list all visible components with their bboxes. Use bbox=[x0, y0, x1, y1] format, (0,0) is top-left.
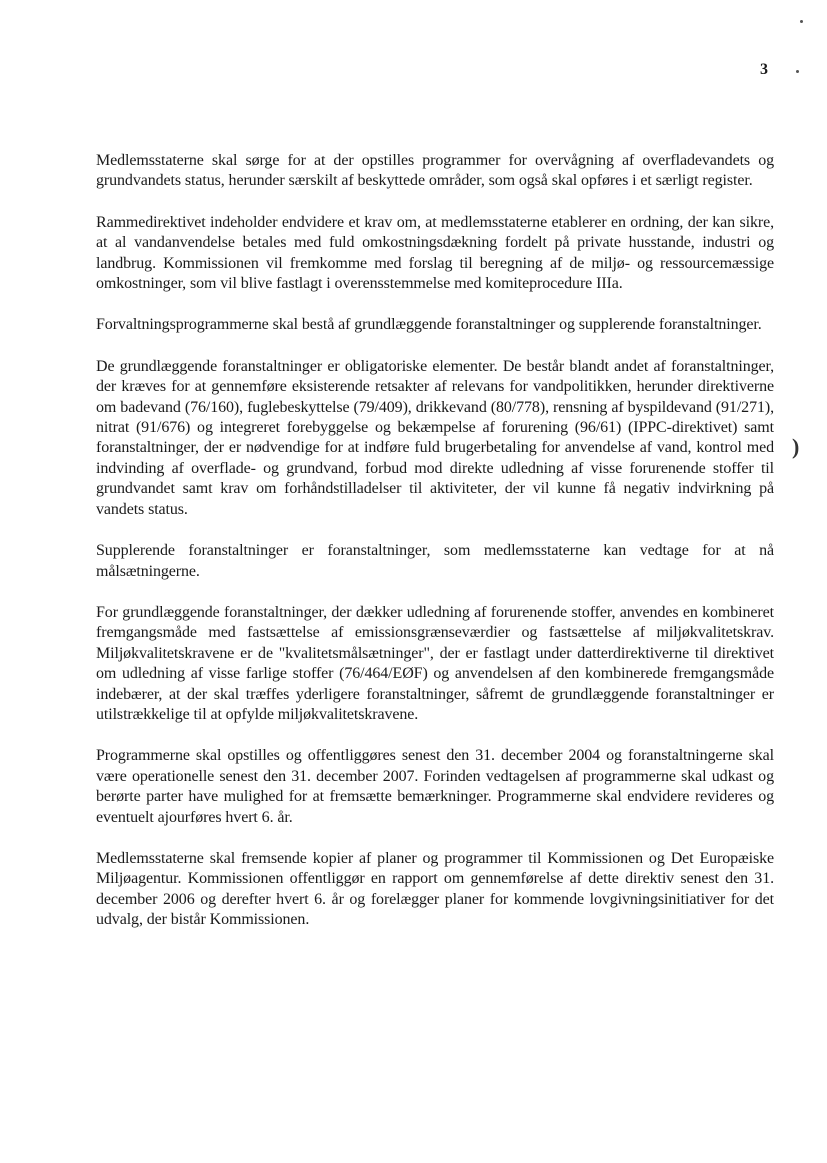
scan-speck bbox=[796, 70, 799, 73]
paragraph-deadlines: Programmerne skal opstilles og offentliggøres senest den 31. december 2004 og foranstaltningerne skal være operationelle senest den 31. december 2007. Forinden vedtagelsen af programmerne skal udkast og berørte parter have mulighed for at fremsætte bemærkninger. Programmerne skal endvidere revideres og eventuelt ajourføres hvert 6. år. bbox=[96, 747, 774, 826]
paragraph-basic-measures: De grundlæggende foranstaltninger er obligatoriske elementer. De består blandt andet af foranstaltninger, der kræves for at gennemføre eksisterende retsakter af relevans for vandpolitikken, herunder direktiverne om badevand (76/160), fuglebeskyttelse (79/409), drikkevand (80/778), rensning af byspildevand (91/271), nitrat (91/676) og integreret forebyggelse og bekæmpelse af forurening (96/61) (IPPC-direktivet) samt foranstaltninger, der er nødvendige for at indføre fuld brugerbetaling for anvendelse af vand, kontrol med indvinding af overflade- og grundvand, forbud mod direkte udledning af visse forurenende stoffer til grundvandet samt krav om forhåndstilladelser til aktiviteter, der vil kunne få negativ indvirkning på vandets status. bbox=[96, 357, 774, 518]
paragraph-supplementary-measures: Supplerende foranstaltninger er foranstaltninger, som medlemsstaterne kan vedtage for at nå målsætningerne. bbox=[96, 542, 774, 580]
paragraph-programmes: Forvaltningsprogrammerne skal bestå af grundlæggende foranstaltninger og supplerende foranstaltninger. bbox=[96, 316, 762, 334]
page-number: 3 bbox=[760, 61, 768, 78]
document-body bbox=[96, 151, 774, 952]
paragraph-combined-approach: For grundlæggende foranstaltninger, der dækker udledning af forurenende stoffer, anvendes en kombineret fremgangsmåde med fastsættelse af emissionsgrænseværdier og fastsættelse af miljøkvalitetskrav. Miljøkvalitetskravene er de "kvalitetsmålsætninger", der er fastlagt under datterdirektiverne til direktivet om udledning af visse farlige stoffer (76/464/EØF) og anvendelsen af den kombinerede fremgangsmåde indebærer, at der skal træffes yderligere foranstaltninger, såfremt de grundlæggende foranstaltninger er utilstrækkelige til at opfylde miljøkvalitetskravene. bbox=[96, 603, 774, 723]
scan-speck bbox=[800, 20, 803, 23]
paragraph-monitoring: Medlemsstaterne skal sørge for at der opstilles programmer for overvågning af overfladevandets og grundvandets status, herunder særskilt af beskyttede områder, som også skal opføres i et særligt register. bbox=[96, 152, 774, 190]
paragraph-reporting: Medlemsstaterne skal fremsende kopier af planer og programmer til Kommissionen og Det Europæiske Miljøagentur. Kommissionen offentliggør en rapport om gennemførelse af dette direktiv senest den 31. december 2006 og derefter hvert 6. år og forelægger planer for kommende lovgivningsinitiativer for det udvalg, der bistår Kommissionen. bbox=[96, 849, 774, 929]
scan-hole-mark: ) bbox=[792, 434, 800, 459]
paragraph-cost-recovery: Rammedirektivet indeholder endvidere et krav om, at medlemsstaterne etablerer en ordning, der kan sikre, at al vandanvendelse betales med fuld omkostningsdækning fordelt på private husstande, industri og landbrug. Kommissionen vil fremkomme med forslag til beregning af de miljø- og ressourcemæssige omkostninger, som vil blive fastlagt i overensstemmelse med komiteprocedure IIIa. bbox=[96, 213, 774, 293]
